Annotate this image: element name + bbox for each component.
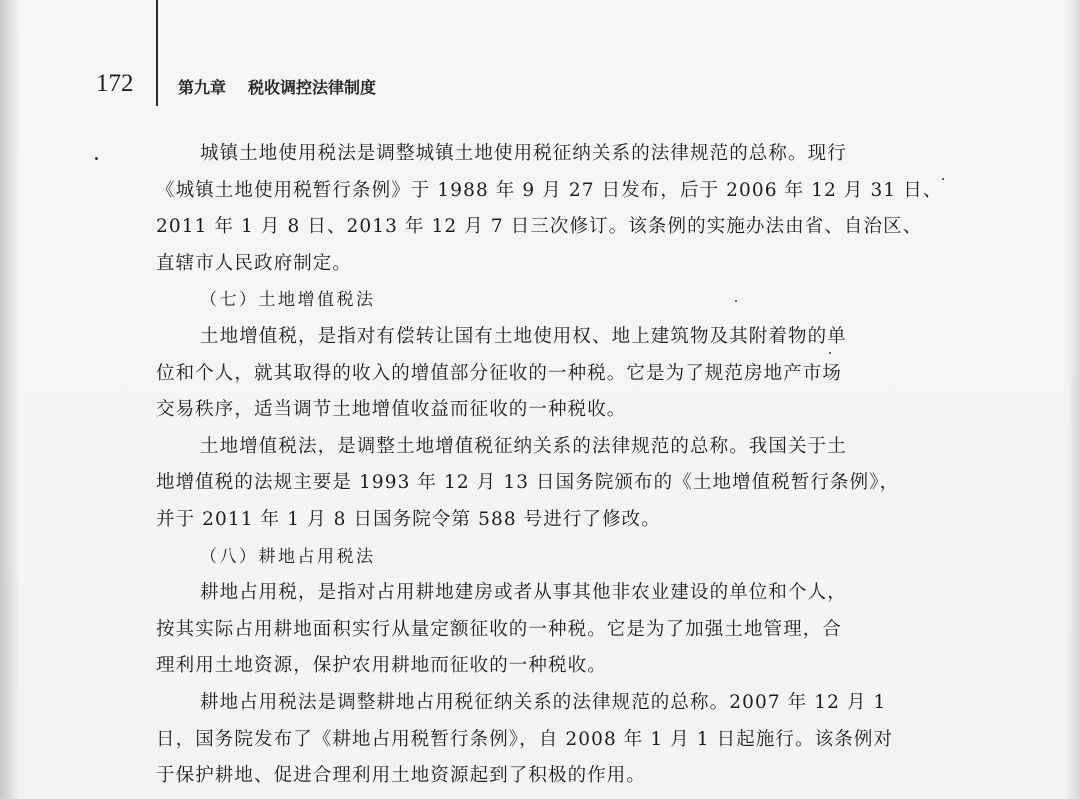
text-line: 理利用土地资源，保护农用耕地而征收的一种税收。	[156, 655, 607, 677]
scan-speck	[942, 178, 944, 180]
text-line: 按其实际占用耕地面积实行从量定额征收的一种税。它是为了加强土地管理，合	[156, 618, 843, 640]
text-line: 土地增值税法，是调整土地增值税征纳关系的法律规范的总称。我国关于土	[200, 435, 847, 457]
chapter-name: 税收调控法律制度	[248, 78, 377, 97]
text-line: 并于 2011 年 1 月 8 日国务院令第 588 号进行了修改。	[156, 508, 661, 530]
text-line: 《城镇土地使用税暂行条例》于 1988 年 9 月 27 日发布，后于 2006 年 12 月 31 日、	[156, 179, 943, 201]
chapter-label: 第九章	[178, 78, 227, 97]
text-line: 于保护耕地、促进合理利用土地资源起到了积极的作用。	[156, 765, 647, 787]
header-divider	[156, 0, 158, 106]
text-line: 耕地占用税，是指对占用耕地建房或者从事其他非农业建设的单位和个人，	[200, 582, 847, 604]
text-line: 土地增值税，是指对有偿转让国有土地使用权、地上建筑物及其附着物的单	[200, 325, 847, 347]
page-header	[0, 0, 1080, 110]
text-line: 交易秩序，适当调节土地增值收益而征收的一种税收。	[156, 399, 627, 421]
scan-speck	[735, 300, 737, 302]
page-body	[156, 136, 952, 795]
text-line: 日，国务院发布了《耕地占用税暂行条例》，自 2008 年 1 月 1 日起施行。该条例对	[156, 728, 894, 750]
text-line: 位和个人，就其取得的收入的增值部分征收的一种税。它是为了规范房地产市场	[156, 362, 843, 384]
section-heading: （七）土地增值税法	[200, 290, 376, 311]
text-line: 耕地占用税法是调整耕地占用税征纳关系的法律规范的总称。2007 年 12 月 1	[200, 691, 887, 713]
page-edge-shadow	[1066, 0, 1080, 799]
text-line: 地增值税的法规主要是 1993 年 12 月 13 日国务院颁布的《土地增值税暂行条例》，	[156, 472, 900, 494]
chapter-title	[178, 75, 376, 98]
scan-speck	[95, 157, 98, 160]
section-heading: （八）耕地占用税法	[200, 546, 376, 567]
text-line: 2011 年 1 月 8 日、2013 年 12 月 7 日三次修订。该条例的实施办法由省、自治区、	[156, 216, 923, 238]
page-gutter-shadow	[0, 0, 20, 799]
text-line: 直辖市人民政府制定。	[156, 252, 353, 274]
page-number: 172	[96, 70, 134, 97]
text-line: 城镇土地使用税法是调整城镇土地使用税征纳关系的法律规范的总称。现行	[200, 143, 847, 164]
scan-speck	[829, 352, 831, 354]
